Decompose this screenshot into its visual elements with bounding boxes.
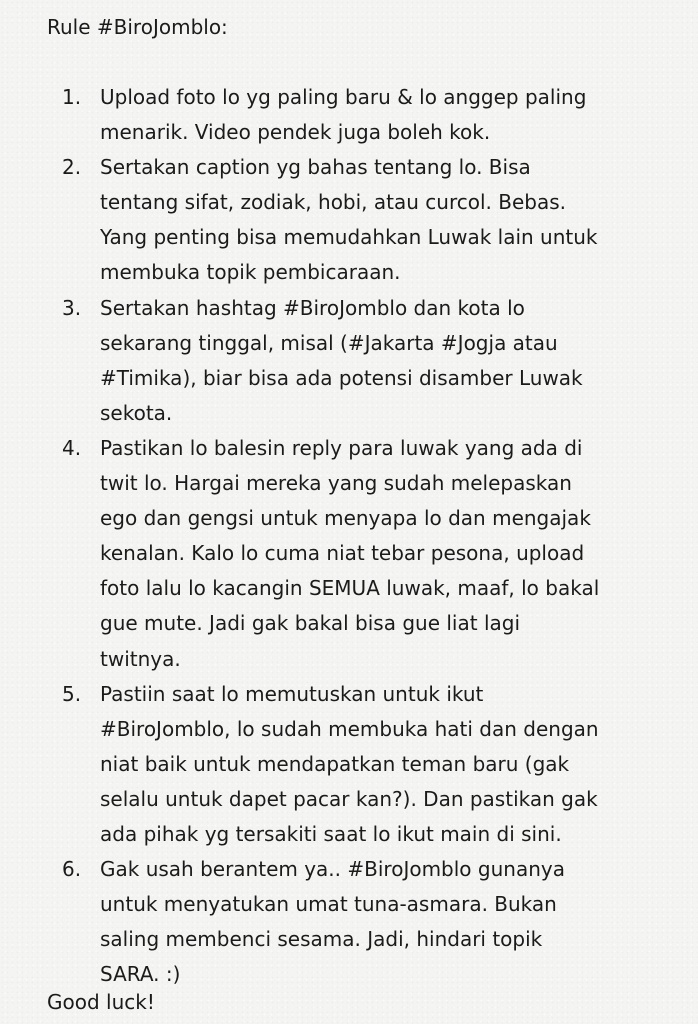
rule-text [0, 852, 660, 992]
note-title: Rule #BiroJomblo: [47, 15, 228, 39]
rule-number: 4. [62, 435, 82, 460]
rule-text [0, 677, 660, 852]
rule-line: gue mute. Jadi gak bakal bisa gue liat lagi [100, 611, 521, 636]
rule-number: 3. [62, 295, 82, 320]
rule-item [0, 431, 698, 677]
rule-text [0, 291, 660, 431]
rule-line: Sertakan caption yg bahas tentang lo. Bisa [100, 155, 531, 180]
rule-item [0, 80, 698, 150]
rule-line: kenalan. Kalo lo cuma niat tebar pesona, upload [100, 541, 585, 566]
rule-line: SARA. :) [100, 962, 181, 987]
rule-line: Upload foto lo yg paling baru & lo anggep paling [100, 85, 587, 109]
rule-line: untuk menyatukan umat tuna-asmara. Bukan [100, 892, 557, 917]
rule-line: ada pihak yg tersakiti saat lo ikut main di sini. [100, 821, 562, 846]
rule-line: twit lo. Hargai mereka yang sudah melepaskan [100, 471, 572, 496]
rule-text [0, 150, 660, 290]
rules-list [0, 80, 698, 992]
rule-line: Pastiin saat lo memutuskan untuk ikut [100, 681, 484, 706]
rule-line: selalu untuk dapet pacar kan?). Dan pastikan gak [100, 786, 598, 811]
rule-line: Pastikan lo balesin reply para luwak yang ada di [100, 435, 583, 460]
rule-line: niat baik untuk mendapatkan teman baru (gak [100, 751, 570, 776]
rule-item [0, 852, 698, 992]
rule-line: sekota. [100, 400, 173, 425]
rule-item [0, 150, 698, 290]
rule-number: 6. [62, 857, 82, 882]
rule-line: Yang penting bisa memudahkan Luwak lain untuk [100, 225, 598, 250]
rule-line: sekarang tinggal, misal (#Jakarta #Jogja atau [100, 330, 558, 355]
rule-line: membuka topik pembicaraan. [100, 260, 401, 285]
rule-line: tentang sifat, zodiak, hobi, atau curcol. Bebas. [100, 190, 566, 215]
rule-item [0, 291, 698, 431]
rule-line: #BiroJomblo, lo sudah membuka hati dan dengan [100, 716, 599, 741]
rule-line: Gak usah berantem ya.. #BiroJomblo gunanya [100, 857, 565, 882]
rule-text [0, 431, 660, 677]
rule-item [0, 677, 698, 852]
rule-line: ego dan gengsi untuk menyapa lo dan mengajak [100, 506, 591, 531]
rule-line: saling membenci sesama. Jadi, hindari topik [100, 927, 543, 952]
rule-line: #Timika), biar bisa ada potensi disamber Luwak [100, 365, 583, 390]
rule-number: 5. [62, 681, 82, 706]
rule-text [0, 80, 660, 150]
note-footer: Good luck! [47, 990, 155, 1014]
rule-number: 1. [62, 85, 82, 109]
rule-line: foto lalu lo kacangin SEMUA luwak, maaf, lo bakal [100, 576, 600, 601]
rule-line: Sertakan hashtag #BiroJomblo dan kota lo [100, 295, 525, 320]
rule-line: menarik. Video pendek juga boleh kok. [100, 120, 491, 145]
rule-number: 2. [62, 155, 82, 180]
rule-line: twitnya. [100, 646, 181, 671]
